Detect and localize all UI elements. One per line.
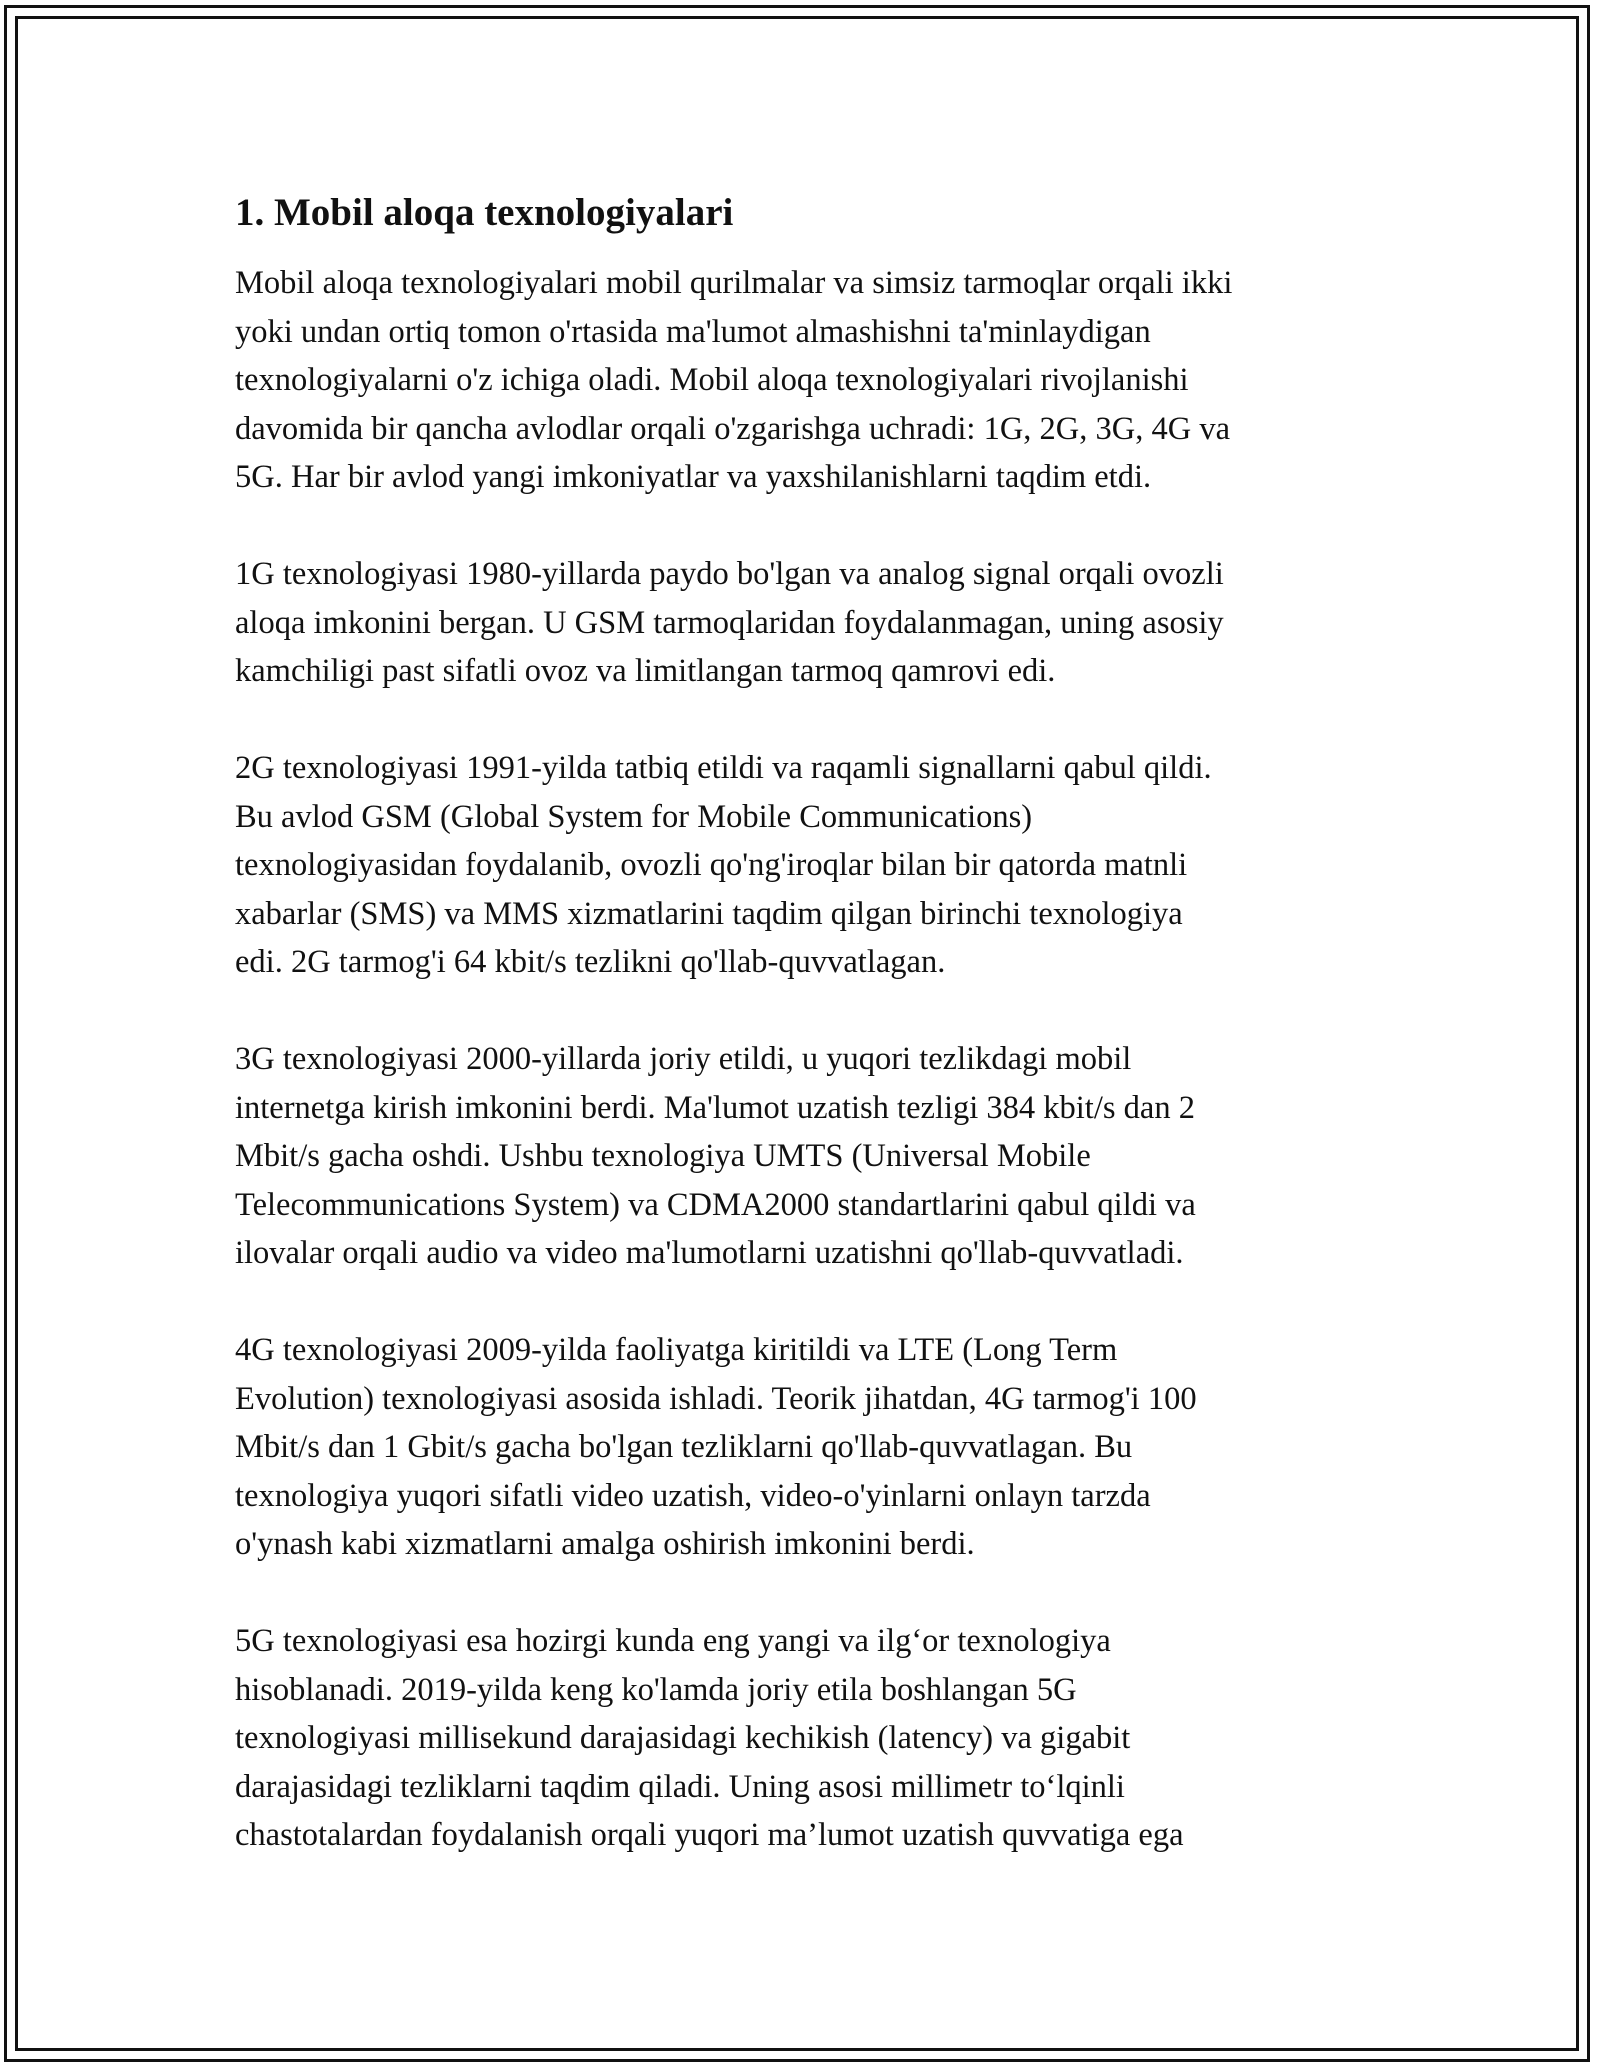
section-heading: 1. Mobil aloqa texnologiyalari (235, 191, 734, 234)
text-line: yoki undan ortiq tomon o'rtasida ma'lumot almashishni ta'minlaydigan (235, 313, 1151, 350)
text-line: davomida bir qancha avlodlar orqali o'zgarishga uchradi: 1G, 2G, 3G, 4G va (235, 410, 1230, 447)
text-line: Mbit/s gacha oshdi. Ushbu texnologiya UMTS (Universal Mobile (235, 1138, 1091, 1174)
text-line: 5G texnologiyasi esa hozirgi kunda eng yangi va ilg‘or texnologiya (235, 1623, 1111, 1659)
paragraph-3g (235, 1035, 1365, 1278)
text-line: edi. 2G tarmog'i 64 kbit/s tezlikni qo'llab-quvvatlagan. (235, 944, 946, 980)
paragraph-5g (235, 1617, 1365, 1860)
text-line: Bu avlod GSM (Global System for Mobile Communications) (235, 798, 1033, 835)
paragraph-intro (235, 259, 1365, 502)
text-line: texnologiyasi millisekund darajasidagi kechikish (latency) va gigabit (235, 1720, 1131, 1756)
text-line: o'ynash kabi xizmatlarni amalga oshirish imkonini berdi. (235, 1526, 975, 1562)
text-line: 1G texnologiyasi 1980-yillarda paydo bo'lgan va analog signal orqali ovozli (235, 556, 1224, 592)
text-line: Mbit/s dan 1 Gbit/s gacha bo'lgan tezliklarni qo'llab-quvvatlagan. Bu (235, 1429, 1133, 1465)
text-line: 2G texnologiyasi 1991-yilda tatbiq etildi va raqamli signallarni qabul qildi. (235, 750, 1212, 786)
text-line: ilovalar orqali audio va video ma'lumotlarni uzatishni qo'llab-quvvatladi. (235, 1235, 1184, 1271)
text-line: texnologiyalarni o'z ichiga oladi. Mobil aloqa texnologiyalari rivojlanishi (235, 362, 1189, 398)
text-line: 4G texnologiyasi 2009-yilda faoliyatga kiritildi va LTE (Long Term (235, 1332, 1118, 1368)
text-line: aloqa imkonini bergan. U GSM tarmoqlaridan foydalanmagan, uning asosiy (235, 604, 1224, 641)
document-body (235, 184, 1365, 1908)
text-line: texnologiyasidan foydalanib, ovozli qo'ng'iroqlar bilan bir qatorda matnli (235, 847, 1188, 883)
text-line: darajasidagi tezliklarni taqdim qiladi. Uning asosi millimetr to‘lqinli (235, 1768, 1125, 1805)
paragraph-2g (235, 744, 1365, 987)
text-line: Telecommunications System) va CDMA2000 standartlarini qabul qildi va (235, 1186, 1196, 1223)
text-line: 5G. Har bir avlod yangi imkoniyatlar va yaxshilanishlarni taqdim etdi. (235, 459, 1152, 495)
text-line: texnologiya yuqori sifatli video uzatish, video-o'yinlarni onlayn tarzda (235, 1477, 1151, 1514)
text-line: chastotalardan foydalanish orqali yuqori ma’lumot uzatish quvvatiga ega (235, 1817, 1184, 1853)
paragraph-1g (235, 550, 1365, 696)
text-line: Mobil aloqa texnologiyalari mobil qurilmalar va simsiz tarmoqlar orqali ikki (235, 265, 1233, 301)
text-line: Evolution) texnologiyasi asosida ishladi. Teorik jihatdan, 4G tarmog'i 100 (235, 1380, 1197, 1417)
text-line: internetga kirish imkonini berdi. Ma'lumot uzatish tezligi 384 kbit/s dan 2 (235, 1089, 1195, 1126)
text-line: 3G texnologiyasi 2000-yillarda joriy etildi, u yuqori tezlikdagi mobil (235, 1041, 1132, 1077)
text-line: kamchiligi past sifatli ovoz va limitlangan tarmoq qamrovi edi. (235, 653, 1056, 689)
paragraph-4g (235, 1326, 1365, 1569)
text-line: hisoblanadi. 2019-yilda keng ko'lamda joriy etila boshlangan 5G (235, 1671, 1077, 1708)
text-line: xabarlar (SMS) va MMS xizmatlarini taqdim qilgan birinchi texnologiya (235, 895, 1183, 932)
